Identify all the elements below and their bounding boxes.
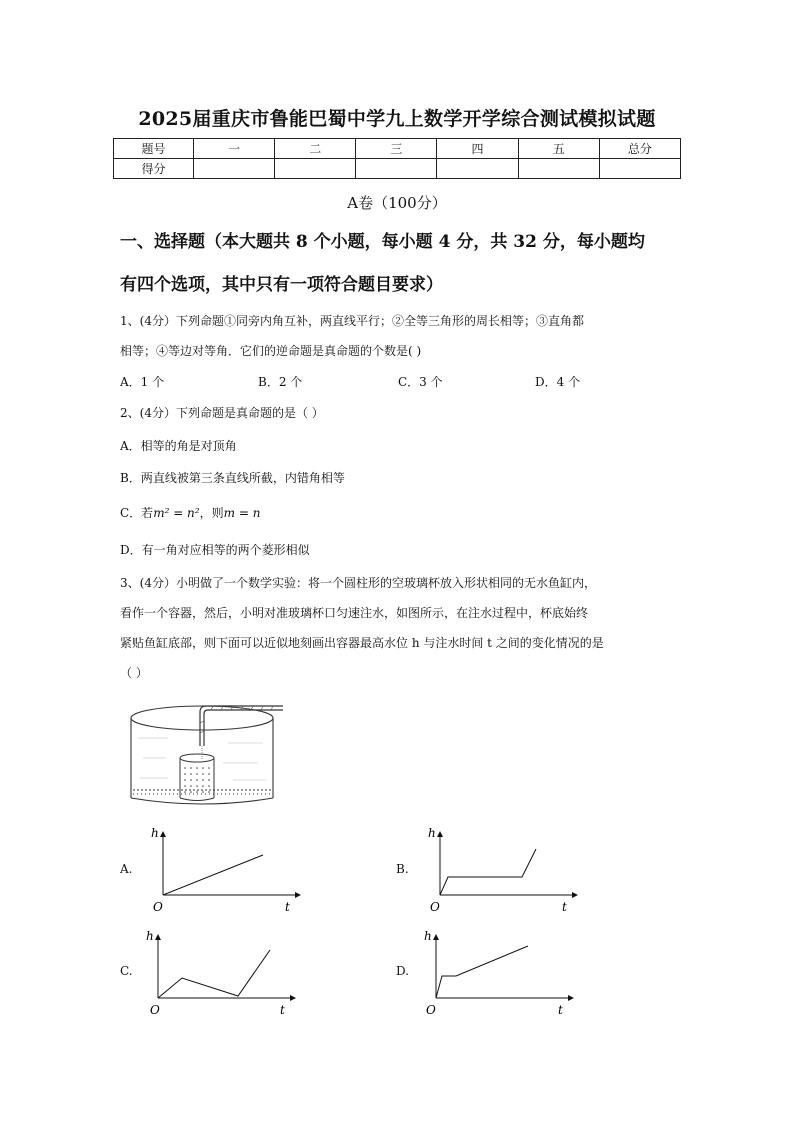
graph-c[interactable] (140, 928, 300, 1027)
q2-option-b[interactable]: B．两直线被第三条直线所截，内错角相等 (120, 471, 345, 485)
q2-option-c[interactable] (120, 500, 680, 527)
score-header-cell: 总分 (599, 139, 680, 159)
score-table (113, 138, 681, 179)
graph-d-origin: O (426, 1003, 436, 1017)
graph-a-label[interactable]: A. (120, 862, 133, 876)
graph-a-x-label: t (285, 900, 290, 914)
graph-b-x-label: t (562, 900, 567, 914)
q1-line1: 1、(4分）下列命题①同旁内角互补，两直线平行；②全等三角形的周长相等；③直角都 (120, 314, 584, 328)
q2-option-d[interactable]: D．有一角对应相等的两个菱形相似 (120, 543, 310, 557)
q3-line1: 3、(4分）小明做了一个数学实验：将一个圆柱形的空玻璃杯放入形状相同的无水鱼缸内， (120, 576, 596, 590)
graph-c-origin: O (150, 1003, 160, 1017)
graph-a-origin: O (153, 900, 163, 914)
part1-heading-line2: 有四个选项，其中只有一项符合题目要求） (120, 275, 443, 295)
q3-line2: 看作一个容器，然后，小明对准玻璃杯口匀速注水，如图所示，在注水过程中，杯底始终 (120, 606, 589, 620)
part1-heading-line1: 一、选择题（本大题共 8 个小题，每小题 4 分，共 32 分，每小题均 (120, 232, 645, 252)
score-header-cell: 四 (437, 139, 518, 159)
score-cell[interactable] (275, 159, 356, 179)
section-a-heading: A卷（100分） (347, 194, 447, 212)
score-header-cell: 一 (194, 139, 275, 159)
graph-d-y-label: h (424, 929, 432, 943)
q1-option-a[interactable]: A．1 个 (120, 375, 165, 389)
graph-a-y-label: h (151, 826, 159, 840)
graph-b[interactable] (422, 825, 582, 924)
graph-d-label[interactable]: D. (396, 964, 410, 978)
q2-option-c-prefix: C．若 (120, 506, 154, 520)
q2-stem: 2、(4分）下列命题是真命题的是（ ） (120, 406, 324, 420)
score-cell[interactable] (599, 159, 680, 179)
score-table-score-row (114, 159, 681, 179)
score-cell[interactable] (356, 159, 437, 179)
q3-line3: 紧贴鱼缸底部，则下面可以近似地刻画出容器最高水位 h 与注水时间 t 之间的变化情况的是 (120, 636, 604, 650)
graph-d-x-label: t (558, 1003, 563, 1017)
graph-b-label[interactable]: B. (396, 862, 409, 876)
graph-c-x-label: t (280, 1003, 285, 1017)
q1-option-b[interactable]: B．2 个 (258, 375, 303, 389)
q1-line2: 相等；④等边对等角．它们的逆命题是真命题的个数是( ) (120, 344, 422, 358)
score-header-cell: 题号 (114, 139, 194, 159)
q1-option-c[interactable]: C．3 个 (398, 375, 443, 389)
graph-b-y-label: h (428, 826, 436, 840)
q2-option-c-math2: m = n (223, 506, 261, 520)
graph-c-y-label: h (146, 929, 154, 943)
score-row-label: 得分 (114, 159, 194, 179)
score-table-header-row (114, 139, 681, 159)
score-header-cell: 五 (518, 139, 599, 159)
score-cell[interactable] (194, 159, 275, 179)
score-cell[interactable] (437, 159, 518, 179)
q2-option-a[interactable]: A．相等的角是对顶角 (120, 439, 237, 453)
q2-option-c-mid: ，则 (199, 506, 224, 520)
exam-title: 2025届重庆市鲁能巴蜀中学九上数学开学综合测试模拟试题 (138, 108, 656, 130)
score-header-cell: 三 (356, 139, 437, 159)
fish-tank-illustration (128, 698, 288, 817)
q1-option-d[interactable]: D．4 个 (535, 375, 581, 389)
q2-option-c-math1: m² = n² (153, 506, 200, 520)
score-cell[interactable] (518, 159, 599, 179)
q3-line4: （ ） (120, 666, 148, 680)
score-header-cell: 二 (275, 139, 356, 159)
graph-c-label[interactable]: C. (120, 964, 133, 978)
graph-b-origin: O (430, 900, 440, 914)
graph-d[interactable] (418, 928, 578, 1027)
graph-a[interactable] (145, 825, 305, 924)
